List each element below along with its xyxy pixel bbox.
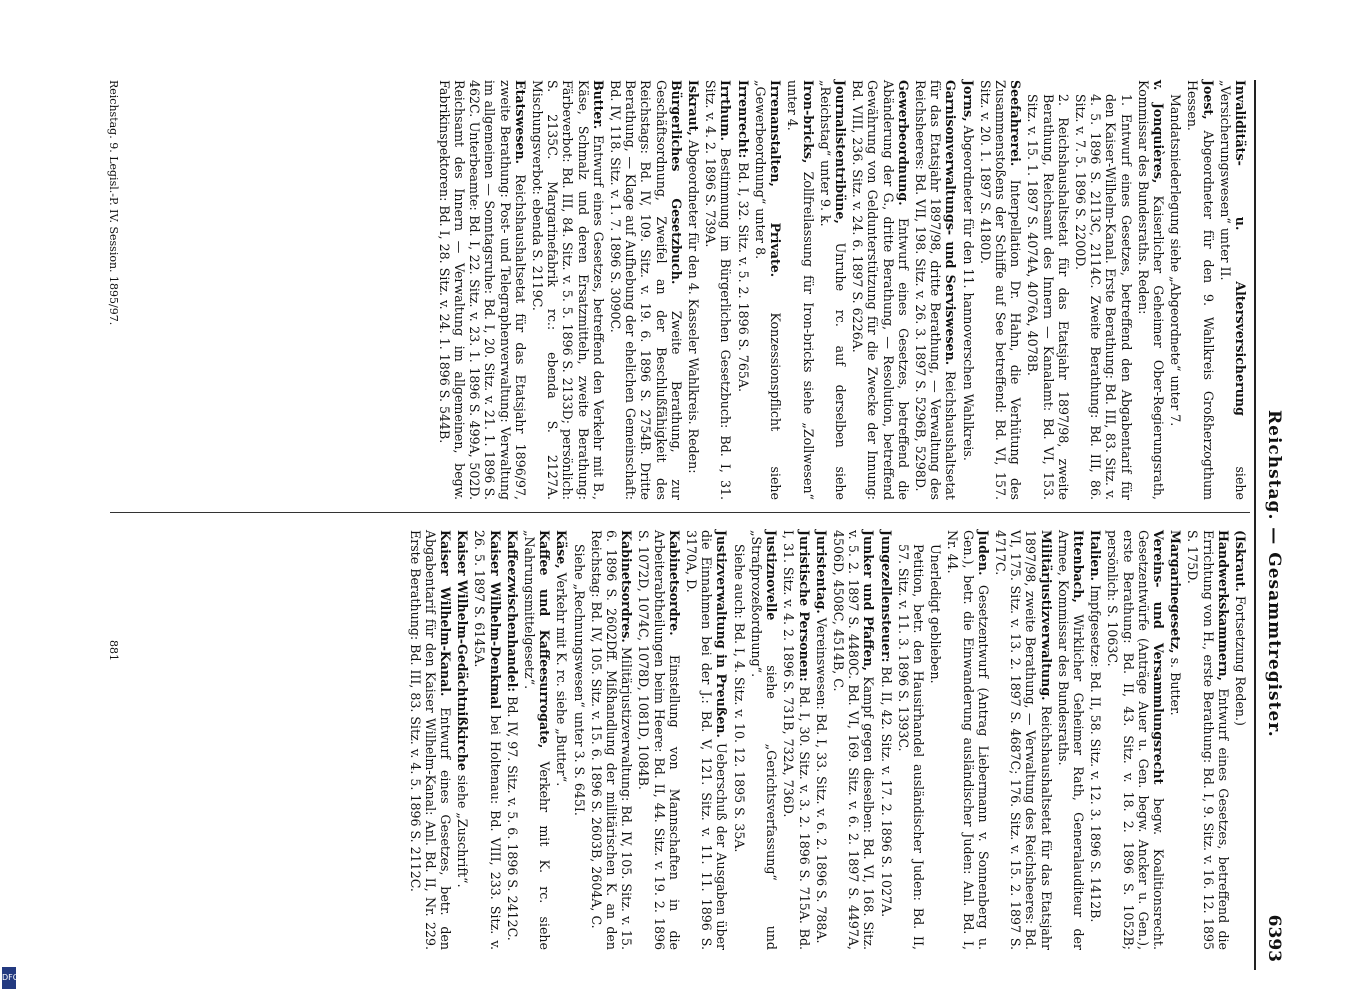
rotated-content [60,80,1290,970]
entry-text: begw. Koalitionsrecht. Gesetzentwürfe (Anträge Auer u. Gen. begw. Ancker u. Gen.), erste Berathung: Bd. II, 43. Sitz. v. 18. 2. 1896 S. 1052B; persönlich: S. 1063C. [1105,530,1166,950]
entry-keyword: Butter. [590,80,606,130]
index-entry [928,530,943,950]
entry-keyword: Jorns, [960,80,976,122]
footer-page-number: 881 [107,640,120,661]
entry-text: Zweite Berathung, zur Geschäftsordnung, Zweifel an der Beschlußfähigkeit des Reichstags: Bd. IV, 109. Sitz. v. 19. 6. 1896 S. 2754B. Dritte Berathung, — Klage auf Aufhebung der ehelichen Gemeinschaft: Bd. IV, 118. Sitz. v. 1. 7. 1896 S. 3090C. [608,80,684,500]
index-entry [1088,530,1103,950]
index-entry [913,80,959,500]
entry-keyword: Kabinetsordres. [619,530,635,643]
entry-keyword: Juristische Personen: [796,530,812,682]
index-entry [978,80,1024,500]
column-divider [110,512,1250,513]
index-entry [472,530,502,950]
index-entry [818,80,848,500]
index-entry [505,530,520,950]
index-entry [530,80,606,500]
index-entry [814,530,829,950]
entry-text: Entwurf eines Gesetzes, betreffend den Verkehr mit B., Käse, Schmalz und deren Ersatzmitteln, zweite Berathung: Färbeverbot: Bd. III, 84. Sitz. v. 5. 5. 1896 S. 2133D; persönlich: S. 2135C. Margarinefabrik rc.: ebenda S. 2127A. Mischungsverbot: ebenda S. 2119C. [530,80,606,500]
index-entry [1105,530,1166,950]
entry-text: Verkehr mit K. rc. siehe „Butter“. [554,572,570,787]
entry-keyword: v. Jonquières, [1150,80,1166,184]
entry-text: Unruhe rc. auf derselben siehe „Reichstag“ unter 9. k. [817,80,848,500]
entry-keyword: Justizverwaltung in Preußen. [714,530,730,738]
entry-text: Militärjustizverwaltung: Bd. IV, 105. Sitz. v. 15. 6. 1896 S. 2602Dff. Mißhandlung der militärischen K. an den Reichstag: Bd. IV, 105. Sitz. v. 15. 6. 1896 S. 2603B, 2604A, C. [588,530,635,950]
entry-keyword: Juristentag. [813,530,829,614]
entry-keyword: Jungezellensteuer: [878,530,894,663]
entry-keyword: Garnisonverwaltungs- und Serviswesen. [943,80,959,366]
entry-text: Reichshaushaltsetat für das Etatsjahr 1897/98, dritte Berathung, — Verwaltung des Reichsheeres: Bd. VII, 198. Sitz. v. 26. 3. 1897 S. 5296B, 5298D. [912,80,959,500]
entry-text: Wirklicher Geheimer Rath, Generalauditeur der Armee, Kommissar des Bundesraths. [1055,530,1086,950]
entry-text: Gesetzentwurf (Antrag Liebermann v. Sonnenberg u. Gen.), betr. die Einwanderung ausländischer Juden: Anl. Bd. I, Nr. 44. [945,530,991,950]
index-entry [1025,80,1071,500]
entry-text: Bd. II, 42. Sitz. v. 17. 2. 1896 S. 1027A. [878,666,894,918]
index-entry [896,530,926,950]
entry-text: Reichshaushaltsetat für das Etatsjahr 1896/97, zweite Berathung: Post- und Telegraphenverwaltung: Verwaltung im allgemeinen — Sonntagsruhe: Bd. I, 20. Sitz. v. 21. 1. 1896 S. 462C. Unterbeamte: Bd. I, 22. Sitz. v. 23. 1. 1896 S. 499A, 502D. Reichsamt des Innern — Verwaltung im allgemeinen, begw. Fabrikinspektoren: Bd. I, 28. Sitz. v. 24. 1. 1896 S. 544B. [436,80,528,500]
index-entry [850,80,911,500]
entry-text: Unerledigt geblieben. [928,544,944,684]
entry-keyword: Junker und Pfaffen, [861,530,877,672]
entry-text: Abgeordneter für den 11. hannoverschen Wahlkreis. [960,125,976,461]
entry-keyword: Iron-bricks, [800,80,816,164]
entry-text: Bd. I, 30. Sitz. v. 3. 2. 1896 S. 715A. Bd. I, 31. Sitz. v. 4. 2. 1896 S. 731B, 732A, 736D. [781,530,812,951]
entry-text: Konzessionspflicht siehe „Gewerbeordnung“ unter 8. [752,80,784,500]
entry-text: siehe „Zuschrift“. [455,774,471,888]
index-entry [1136,80,1166,500]
entry-keyword: Margarinegesetz, [1168,530,1184,654]
entry-keyword: Militärjustizverwaltung. [1038,530,1054,701]
index-entry [554,530,569,950]
entry-text: Entwurf eines Gesetzes, betr. den Abgabentarif für den Kaiser Wilhelm-Kanal: Anl. Bd. II, Nr. 229. Erste Berathung: Bd. III, 83. Sitz. v. 4. 5. 1896 S. 2112C. [407,530,454,950]
entry-text: bei Holtenau: Bd. VIII, 233. Sitz. v. 26. 5. 1897 S. 6145A. [472,530,503,950]
entry-keyword: Kabinetsordre. [666,530,682,636]
index-entry [407,530,453,950]
entry-text: Abgeordneter für den 9. Wahlkreis Großherzogthum Hessen. [1185,80,1216,500]
index-entry [589,530,635,950]
index-entry [636,530,682,950]
entry-keyword: Handwerkskammern, [1215,530,1231,682]
footer-session: Reichstag. 9. Legisl.-P. IV. Session. 1895/97. [107,80,120,326]
index-entry [1185,530,1231,950]
index-entry [1168,530,1183,950]
entry-keyword: Kaiser Wilhelm-Denkmal [487,530,503,710]
entry-keyword: Bürgerliches Gesetzbuch. [668,80,684,285]
entry-keyword: Gewerbeordnung. [895,80,911,206]
entry-keyword: Justiznovelle [764,530,780,621]
entry-keyword: Iskraut, [686,80,702,136]
entry-keyword: Journalistentribüne, [832,80,848,224]
entry-text: Siehe auch: Bd. I, 4. Sitz. v. 10. 12. 1895 S. 35A. [731,544,747,853]
index-entry [878,530,893,950]
entry-text: s. Butter. [1168,657,1184,716]
entry-text: Vereinswesen: Bd. I, 33. Sitz. v. 6. 2. 1896 S. 788A. [813,617,829,944]
entry-keyword: Irrthum. [718,80,734,142]
left-column [435,80,1248,500]
page-header [1254,80,1290,970]
index-entry [736,80,751,500]
entry-text: Kampf gegen dieselben: Bd. VI, 168. Sitz. v. 5. 2. 1897 S. 4480C. Bd. VI, 169. Sitz. v. 6. 2. 1897 S. 4497A, 4506D, 4508C, 4514B, C. [830,530,877,950]
entry-text: Impfgesetze: Bd. II, 58. Sitz. v. 12. 3. 1896 S. 1412B. [1088,585,1104,923]
entry-keyword: Kaffee und Kaffeesurrogate, [537,530,553,749]
index-entry [960,80,975,500]
index-entry [1168,80,1183,500]
index-entry [1233,530,1248,950]
entry-keyword: Kaiser Wilhelm-Gedächtnißkirche [455,530,471,771]
entry-keyword: Irrenrecht: [735,80,751,159]
entry-text: Mandatsniederlegung siehe „Abgeordnete“ unter 7. [1168,94,1184,427]
entry-text: Bd. I, 32. Sitz. v. 5. 2. 1896 S. 765A. [735,162,751,393]
index-entry [1218,80,1248,500]
entry-text: Zollfreilassung für Iron-bricks siehe „Zollwesen“ unter 4. [785,80,816,500]
index-entry [781,530,811,950]
entry-keyword: Ittenbach, [1070,530,1086,603]
index-entry [571,530,586,950]
entry-keyword: Joest, [1200,80,1216,120]
index-entry [945,530,991,950]
index-entry [732,530,747,950]
right-column [405,530,1248,950]
entry-keyword: Irrenanstalten, Private. [768,80,784,278]
entry-text: Ueberschuß der Ausgaben über die Einnahmen bei der J.: Bd. V, 121. Sitz. v. 11. 11. 1896 S. 3170A, D. [684,530,730,950]
index-entry [1185,80,1215,500]
entry-text: Entwurf eines Gesetzes, betreffend die Abänderung der G., dritte Berathung, — Resolution, betreffend Gewährung von Geldunterstützung für die Zwecke der Innung: Bd. VIII, 236. Sitz. v. 24. 6. 1897 S. 6226A. [850,80,911,500]
entry-keyword: Seefahrerei. [1008,80,1024,167]
index-entry [785,80,815,500]
entry-keyword: Vereins- und Versammlungsrecht [1150,530,1166,785]
entry-keyword: Kaiser Wilhelm-Kanal. [438,530,454,697]
entry-keyword: (Iskraut. [1233,530,1248,592]
index-entry [993,530,1054,950]
entry-text: Einstellung von Mannschaften in die Arbeiterabtheilungen beim Heere: Bd. II, 44. Sitz. v. 19. 2. 1896 S. 1072D, 1074C, 1078D, 1081D, 1084B. [636,530,682,950]
index-entry [684,530,730,950]
page-title: Reichstag. — Gesammtregister. [1264,410,1284,738]
index-entry [686,80,701,500]
index-entry [703,80,733,500]
entry-keyword: Kaffeezwischenhandel: [504,530,520,693]
entry-text: Fortsetzung Reden.) [1233,595,1248,726]
dfg-logo: DFG [2,967,16,989]
entry-text: siehe „Gerichtsverfassung“ und „Strafprozeßordnung“. [748,530,780,950]
entry-text: Bd. IV, 97. Sitz. v. 5. 6. 1896 S. 2412C. [504,696,520,941]
index-entry [753,80,783,500]
index-entry [749,530,779,950]
entry-text: 1. Entwurf eines Gesetzes, betreffend den Abgabentarif für den Kaiser-Wilhelm-Kanal. Erste Berathung: Bd. III, 83. Sitz. v. 4. 5. 1896 S. 2113C, 2114C. Zweite Berathung: Bd. III, 86. Sitz. v. 7. 5. 1896 S. 2200D. [1072,94,1134,500]
entry-keyword: Juden. [975,530,991,576]
entry-keyword: Etatswesen. [512,80,528,164]
page-column-number: 6393 [1264,914,1284,962]
index-entry [455,530,470,950]
entry-text: Interpellation Dr. Hahn, die Verhütung des Zusammenstoßens der Schiffe auf See betreffend: Bd. VI, 157. Sitz. v. 20. 1. 1897 S. 4180D. [977,80,1024,500]
entry-text: siehe „Versicherungswesen“ unter II. [1217,80,1248,500]
entry-text: Reichshaushaltsetat für das Etatsjahr 1897/98, zweite Berathung, — Verwaltung des Reichsheeres: Bd. VI, 175. Sitz. v. 13. 2. 1897 S. 4687C; 176. Sitz. v. 15. 2. 1897 S. 4717C. [992,530,1054,950]
entry-text: 2. Reichshaushaltsetat für das Etatsjahr 1897/98, zweite Berathung, Reichsamt des Innern — Kanalamt: Bd. VI, 153. Sitz. v. 15. 1. 1897 S. 4074A, 4076A, 4078B. [1025,94,1071,500]
entry-text: Kaiserlicher Geheimer Ober-Regierungsrath, Kommissar des Bundesraths. Reden: [1135,80,1166,500]
entry-text: Petition, betr. den Hausirhandel ausländischer Juden: Bd. II, 57. Sitz. v. 11. 3. 1896 S. 1393C. [895,544,926,950]
entry-text: Siehe „Rechnungswesen“ unter 3. S. 645I. [571,544,587,816]
entry-keyword: Invaliditäts- u. Altersversicherung [1233,80,1248,416]
index-entry [437,80,528,500]
index-entry [1056,530,1086,950]
entry-text: Verkehr mit K. rc. siehe „Nahrungsmittelgesetz“. [522,530,553,950]
index-entry [1073,80,1134,500]
index-entry [522,530,552,950]
entry-text: Entwurf eines Gesetzes, betreffend die Errichtung von H., erste Berathung: Bd. I, 9. Sitz. v. 16. 12. 1895 S. 175D. [1185,530,1231,950]
entry-text: Bestimmung im Bürgerlichen Gesetzbuch: Bd. I, 31. Sitz. v. 4. 2. 1896 S. 739A. [703,80,734,500]
entry-text: Abgeordneter für den 4. Kasseler Wahlkreis. Reden: [686,139,702,474]
index-entry [831,530,877,950]
entry-keyword: Italien. [1088,530,1104,581]
index-entry [608,80,684,500]
entry-keyword: Käse, [554,530,570,569]
